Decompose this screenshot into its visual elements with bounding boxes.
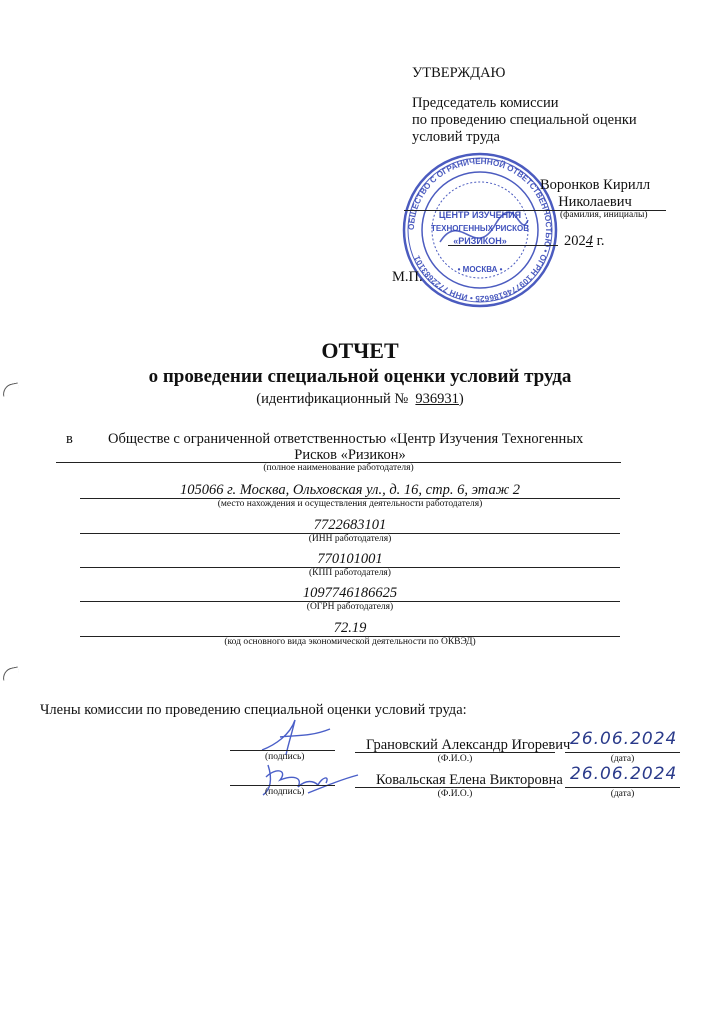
employer-ogrn: 1097746186625 [302, 585, 398, 601]
report-id-number: 936931 [415, 391, 459, 407]
employer-inn: 7722683101 [313, 517, 387, 533]
employer-okved: 72.19 [333, 620, 367, 636]
stamp-ring-text: ОБЩЕСТВО С ОГРАНИЧЕННОЙ ОТВЕТСТВЕННОСТЬЮ • ОГРН 1097746186625 • ИНН 7722683101 [406, 156, 554, 304]
stamp-city: • МОСКВА • [457, 265, 503, 274]
employer-kpp-caption: (КПП работодателя) [309, 568, 391, 578]
approve-heading: УТВЕРЖДАЮ [412, 65, 506, 81]
employer-address-caption: (место нахождения и осуществления деятельности работодателя) [217, 499, 483, 509]
chair-position-line1: Председатель комиссии [412, 95, 559, 111]
member-date-caption: (дата) [610, 789, 635, 799]
employer-kpp: 770101001 [317, 551, 383, 567]
employer-name-caption: (полное наименование работодателя) [263, 463, 414, 473]
member-date-caption: (дата) [610, 754, 635, 764]
employer-prep: в [66, 431, 73, 447]
report-subtitle: о проведении специальной оценки условий труда [148, 366, 572, 387]
employer-address: 105066 г. Москва, Ольховская ул., д. 16, стр. 6, этаж 2 [179, 482, 521, 498]
employer-ogrn-caption: (ОГРН работодателя) [306, 602, 394, 612]
member-name: Грановский Александр Игоревич [366, 737, 571, 753]
chair-name-line1: Воронков Кирилл [539, 177, 651, 193]
report-identifier: (идентификационный № 936931) [256, 391, 464, 407]
member-sig-caption: (подпись) [265, 752, 305, 762]
member-date: 26.06.2024 [570, 729, 678, 749]
member-sig-caption: (подпись) [265, 787, 305, 797]
stamp-line3: «РИЗИКОН» [453, 236, 507, 246]
employer-inn-caption: (ИНН работодателя) [308, 534, 392, 544]
chair-position-line2: по проведению специальной оценки [412, 112, 637, 128]
approval-year: 2024 г. [564, 233, 605, 249]
commission-heading: Члены комиссии по проведению специальной оценки условий труда: [40, 702, 467, 718]
chair-name-caption: (фамилия, инициалы) [560, 210, 648, 220]
member-name-caption: (Ф.И.О.) [437, 754, 473, 764]
member-date: 26.06.2024 [570, 764, 678, 784]
member-name: Ковальская Елена Викторовна [376, 772, 563, 788]
member-name-caption: (Ф.И.О.) [437, 789, 473, 799]
scan-margin-mark [1, 666, 20, 680]
employer-name-line1: Обществе с ограниченной ответственностью «Центр Изучения Техногенных [108, 431, 584, 447]
stamp-line1: ЦЕНТР ИЗУЧЕНИЯ [438, 210, 522, 220]
employer-okved-caption: (код основного вида экономической деятельности по ОКВЭД) [224, 637, 476, 647]
chair-position-line3: условий труда [412, 129, 500, 145]
stamp-place-mp: М.П. [392, 269, 423, 285]
stamp-line2: ТЕХНОГЕННЫХ РИСКОВ [430, 224, 530, 233]
chair-name-line2: Николаевич [558, 194, 632, 210]
organization-stamp [400, 150, 560, 310]
report-title: ОТЧЕТ [321, 338, 399, 363]
employer-name-line2: Рисков «Ризикон» [294, 447, 406, 463]
